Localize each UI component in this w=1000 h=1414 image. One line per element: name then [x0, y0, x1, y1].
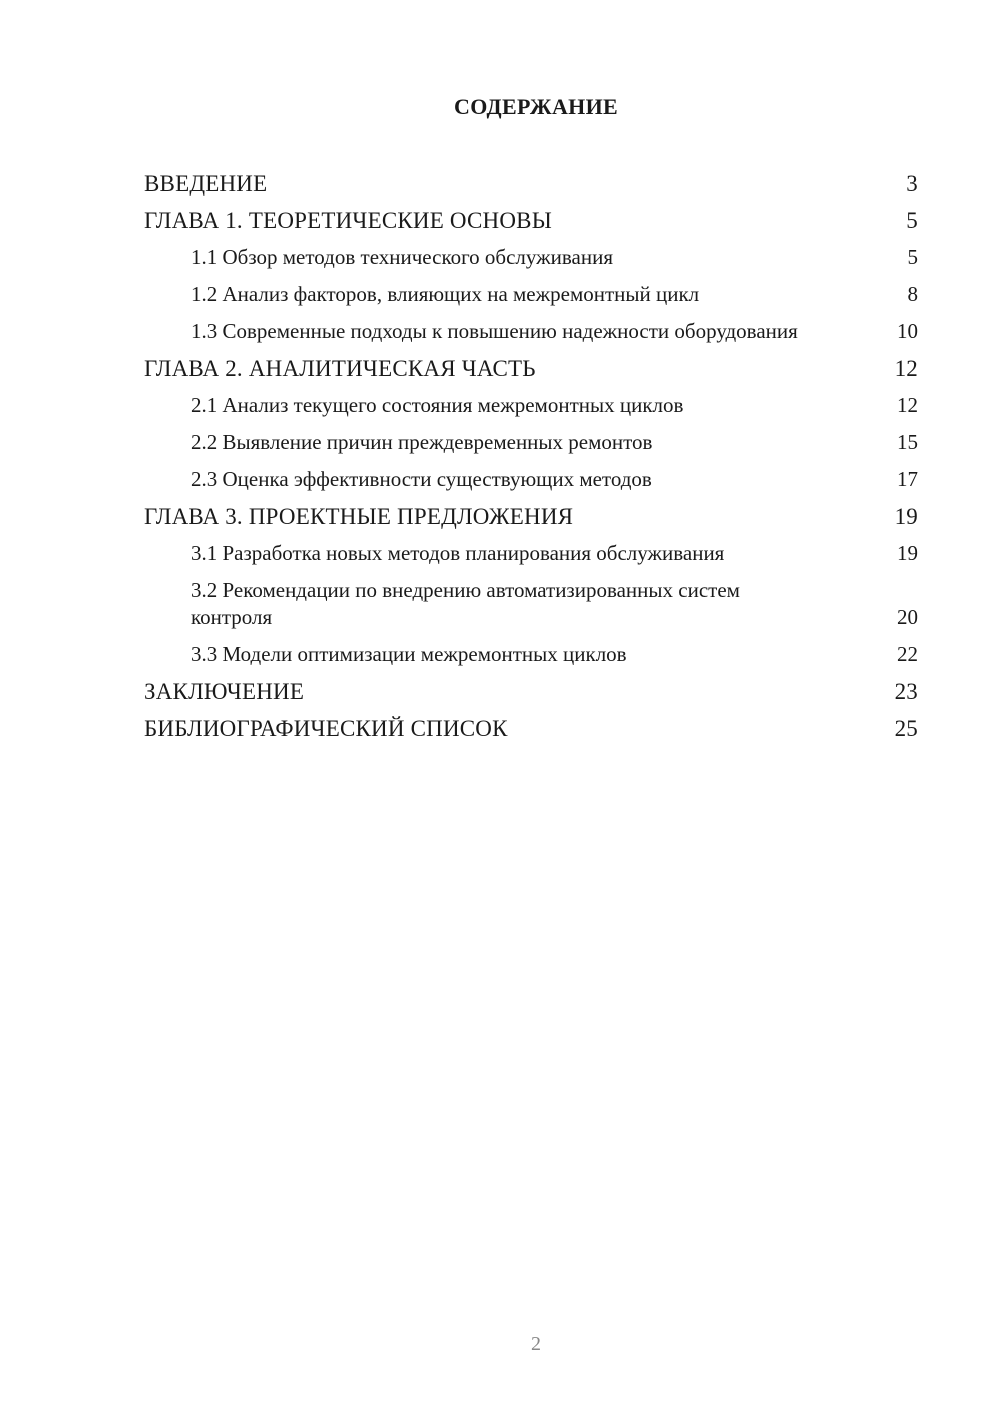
page-number: 2 — [531, 1333, 541, 1355]
toc-entry-section-3-3[interactable] — [144, 641, 918, 668]
toc-entry-bibliography[interactable] — [144, 715, 918, 742]
toc-entry-section-2-3[interactable] — [144, 466, 918, 493]
toc-entry-title: ГЛАВА 2. АНАЛИТИЧЕСКАЯ ЧАСТЬ — [144, 356, 536, 381]
toc-entry-title: 2.3 Оценка эффективности существующих методов — [191, 467, 652, 491]
toc-entry-title: ГЛАВА 1. ТЕОРЕТИЧЕСКИЕ ОСНОВЫ — [144, 208, 552, 233]
page-title: СОДЕРЖАНИЕ — [454, 94, 618, 119]
toc-entry-page: 10 — [897, 319, 918, 343]
table-of-contents — [144, 170, 918, 752]
toc-entry-section-1-2[interactable] — [144, 281, 918, 308]
toc-entry-section-1-3[interactable] — [144, 318, 918, 345]
toc-entry-page: 12 — [894, 356, 918, 381]
toc-entry-title: 2.1 Анализ текущего состояния межремонтных циклов — [191, 393, 684, 417]
toc-entry-title: ГЛАВА 3. ПРОЕКТНЫЕ ПРЕДЛОЖЕНИЯ — [144, 504, 574, 529]
toc-entry-page: 8 — [907, 282, 918, 306]
toc-entry-page: 5 — [906, 208, 918, 233]
toc-entry-page: 5 — [907, 245, 918, 269]
toc-entry-title: 1.3 Современные подходы к повышению надежности оборудования — [191, 319, 798, 343]
toc-entry-page: 12 — [897, 393, 918, 417]
toc-entry-title: 1.1 Обзор методов технического обслуживания — [191, 245, 613, 269]
toc-entry-title: БИБЛИОГРАФИЧЕСКИЙ СПИСОК — [144, 716, 508, 741]
toc-entry-section-3-2[interactable] — [144, 577, 918, 631]
toc-entry-title: 3.2 Рекомендации по внедрению автоматизированных систем контроля — [191, 578, 740, 629]
toc-entry-page: 25 — [894, 716, 918, 741]
toc-entry-page: 19 — [894, 504, 918, 529]
toc-entry-page: 15 — [897, 430, 918, 454]
toc-entry-section-2-2[interactable] — [144, 429, 918, 456]
toc-entry-chapter-3[interactable] — [144, 503, 918, 530]
toc-entry-page: 17 — [897, 467, 918, 491]
toc-entry-title: 3.1 Разработка новых методов планирования обслуживания — [191, 541, 725, 565]
toc-entry-section-2-1[interactable] — [144, 392, 918, 419]
toc-entry-conclusion[interactable] — [144, 678, 918, 705]
toc-entry-title: 1.2 Анализ факторов, влияющих на межремонтный цикл — [191, 282, 700, 306]
toc-entry-introduction[interactable] — [144, 170, 918, 197]
toc-entry-title: 2.2 Выявление причин преждевременных ремонтов — [191, 430, 653, 454]
toc-entry-page: 22 — [897, 642, 918, 666]
toc-entry-page: 19 — [897, 541, 918, 565]
toc-entry-section-3-1[interactable] — [144, 540, 918, 567]
toc-entry-page: 3 — [906, 171, 918, 196]
toc-entry-page: 20 — [897, 605, 918, 629]
toc-entry-chapter-1[interactable] — [144, 207, 918, 234]
toc-entry-title: ВВЕДЕНИЕ — [144, 171, 268, 196]
toc-entry-chapter-2[interactable] — [144, 355, 918, 382]
toc-entry-section-1-1[interactable] — [144, 244, 918, 271]
toc-entry-title: 3.3 Модели оптимизации межремонтных циклов — [191, 642, 627, 666]
toc-entry-page: 23 — [894, 679, 918, 704]
toc-entry-title: ЗАКЛЮЧЕНИЕ — [144, 679, 305, 704]
